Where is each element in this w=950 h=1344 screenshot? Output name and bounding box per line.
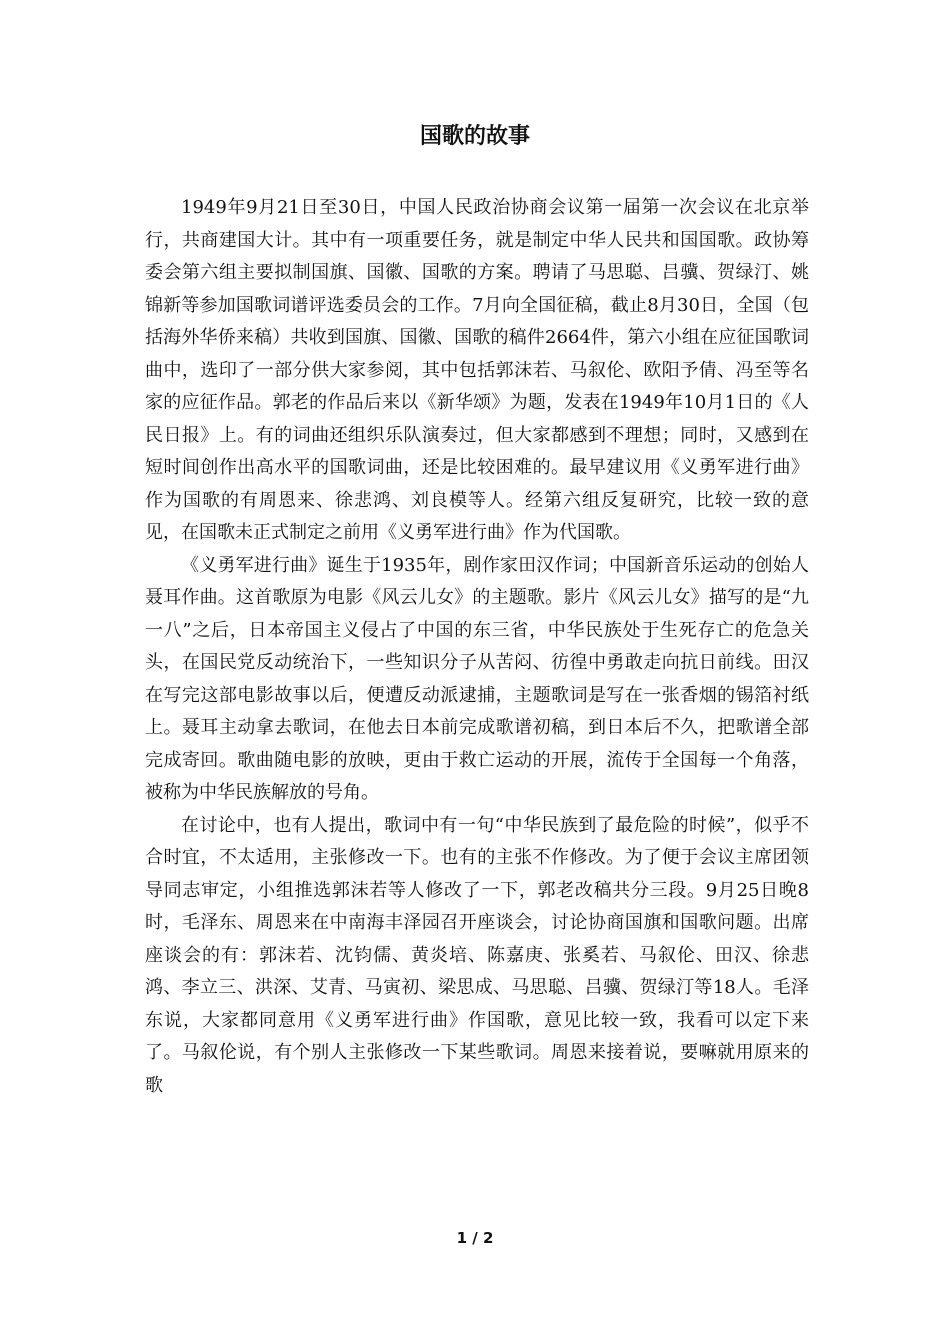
page-number: 1 / 2 [456,1229,494,1247]
paragraph-1: 1949年9月21日至30日，中国人民政治协商会议第一届第一次会议在北京举行，共商建国大计。其中有一项重要任务，就是制定中华人民共和国国歌。政协筹委会第六组主要拟制国旗、国徽、国歌的方案。聘请了马思聪、吕骥、贺绿汀、姚锦新等参加国歌词谱评选委员会的工作。7月向全国征稿，截止8月30日，全国（包括海外华侨来稿）共收到国旗、国徽、国歌的稿件2664件，第六小组在应征国歌词曲中，选印了一部分供大家参阅，其中包括郭沫若、马叙伦、欧阳予倩、冯至等名家的应征作品。郭老的作品后来以《新华颂》为题，发表在1949年10月1日的《人民日报》上。有的词曲还组织乐队演奏过，但大家都感到不理想；同时，又感到在短时间创作出高水平的国歌词曲，还是比较困难的。最早建议用《义勇军进行曲》作为国歌的有周恩来、徐悲鸿、刘良模等人。经第六组反复研究，比较一致的意见，在国歌未正式制定之前用《义勇军进行曲》作为代国歌。 [145,197,809,543]
paragraph-2: 《义勇军进行曲》诞生于1935年，剧作家田汉作词；中国新音乐运动的创始人聂耳作曲。这首歌原为电影《风云儿女》的主题歌。影片《风云儿女》描写的是“九一八”之后，日本帝国主义侵占了中国的东三省，中华民族处于生死存亡的危急关头，在国民党反动统治下，一些知识分子从苦闷、彷徨中勇敢走向抗日前线。田汉在写完这部电影故事以后，便遭反动派逮捕，主题歌词是写在一张香烟的锡箔衬纸上。聂耳主动拿去歌词，在他去日本前完成歌谱初稿，到日本后不久，把歌谱全部完成寄回。歌曲随电影的放映，更由于救亡运动的开展，流传于全国每一个角落，被称为中华民族解放的号角。 [145,554,809,803]
document-title: 国歌的故事 [419,124,530,149]
document-body [145,192,809,1102]
paragraph-3: 在讨论中，也有人提出，歌词中有一句“中华民族到了最危险的时候”，似乎不合时宜，不太适用，主张修改一下。也有的主张不作修改。为了便于会议主席团领导同志审定，小组推选郭沫若等人修改了一下，郭老改稿共分三段。9月25日晚8时，毛泽东、周恩来在中南海丰泽园召开座谈会，讨论协商国旗和国歌问题。出席座谈会的有：郭沫若、沈钧儒、黄炎培、陈嘉庚、张奚若、马叙伦、田汉、徐悲鸿、李立三、洪深、艾青、马寅初、梁思成、马思聪、吕骥、贺绿汀等18人。毛泽东说，大家都同意用《义勇军进行曲》作国歌，意见比较一致，我看可以定下来了。马叙伦说，有个别人主张修改一下某些歌词。周恩来接着说，要嘛就用原来的歌 [145,814,809,1096]
